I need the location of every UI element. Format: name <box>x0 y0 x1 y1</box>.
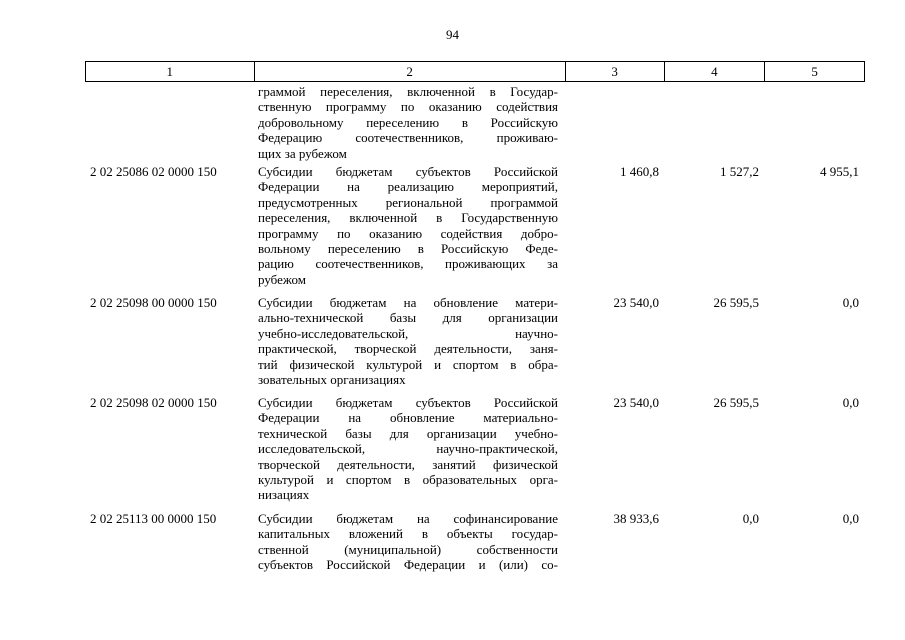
description-line: вольному переселению в Российскую Феде- <box>258 241 558 257</box>
description-line: предусмотренных региональной программой <box>258 194 558 210</box>
column-header-1: 1 <box>86 62 255 81</box>
description-line: низациях <box>258 487 310 503</box>
description-line: программу по оказанию содействия добро- <box>258 225 558 241</box>
page-number: 94 <box>446 27 459 42</box>
description-line: Субсидии бюджетам субъектов Российской <box>258 164 558 179</box>
description-line: щих за рубежом <box>258 145 347 161</box>
row-description <box>258 295 558 387</box>
description-line: культурой и спортом в образовательных орга- <box>258 472 558 488</box>
description-line: Федерации на обновление материально- <box>258 410 558 426</box>
description-line: ально-технической базы для организации <box>258 310 558 326</box>
description-line: Субсидии бюджетам на обновление матери- <box>258 295 558 310</box>
value-col-4: 26 595,5 <box>713 395 759 410</box>
description-line: добровольному переселению в Российскую <box>258 114 558 130</box>
value-col-4: 1 527,2 <box>720 164 759 179</box>
table-header <box>85 61 865 82</box>
row-description <box>258 164 558 287</box>
value-col-5: 4 955,1 <box>820 164 859 179</box>
value-col-3: 1 460,8 <box>620 164 659 179</box>
description-line: технической базы для организации учебно- <box>258 425 558 441</box>
description-line: граммой переселения, включенной в Государ- <box>258 84 558 99</box>
description-line: исследовательской, научно-практической, <box>258 441 558 457</box>
value-col-5: 0,0 <box>842 395 859 410</box>
description-line: практической, творческой деятельности, заня- <box>258 341 558 357</box>
description-line: рубежом <box>258 271 307 287</box>
budget-code: 2 02 25098 00 0000 150 <box>90 295 217 310</box>
description-line: ственной (муниципальной) собственности <box>258 541 558 557</box>
description-line: Федерации на реализацию мероприятий, <box>258 179 558 195</box>
value-col-5: 0,0 <box>842 511 859 526</box>
column-header-5: 5 <box>811 64 818 79</box>
continuation-description <box>258 84 558 161</box>
description-line: капитальных вложений в объекты государ- <box>258 526 558 542</box>
description-line: Федерацию соотечественников, проживаю- <box>258 130 558 146</box>
column-header-2: 2 <box>255 62 566 81</box>
description-line: зовательных организациях <box>258 372 406 388</box>
budget-code: 2 02 25086 02 0000 150 <box>90 164 217 179</box>
description-line: учебно-исследовательской, научно- <box>258 325 558 341</box>
value-col-4: 26 595,5 <box>713 295 759 310</box>
description-line: субъектов Российской Федерации и (или) со- <box>258 557 558 573</box>
description-line: ственную программу по оказанию содействия <box>258 99 558 115</box>
description-line: рацию соотечественников, проживающих за <box>258 256 558 272</box>
value-col-3: 38 933,6 <box>613 511 659 526</box>
value-col-3: 23 540,0 <box>613 395 659 410</box>
value-col-4: 0,0 <box>742 511 759 526</box>
row-description <box>258 511 558 573</box>
column-header-3: 3 <box>566 62 665 81</box>
value-col-5: 0,0 <box>842 295 859 310</box>
description-line: тий физической культурой и спортом в обра- <box>258 356 558 372</box>
description-line: Субсидии бюджетам субъектов Российской <box>258 395 558 410</box>
column-header-4: 4 <box>665 62 766 81</box>
row-description <box>258 395 558 503</box>
value-col-3: 23 540,0 <box>613 295 659 310</box>
description-line: Субсидии бюджетам на софинансирование <box>258 511 558 526</box>
description-line: творческой деятельности, занятий физической <box>258 456 558 472</box>
budget-code: 2 02 25098 02 0000 150 <box>90 395 217 410</box>
description-line: переселения, включенной в Государственную <box>258 210 558 226</box>
budget-code: 2 02 25113 00 0000 150 <box>90 511 217 526</box>
